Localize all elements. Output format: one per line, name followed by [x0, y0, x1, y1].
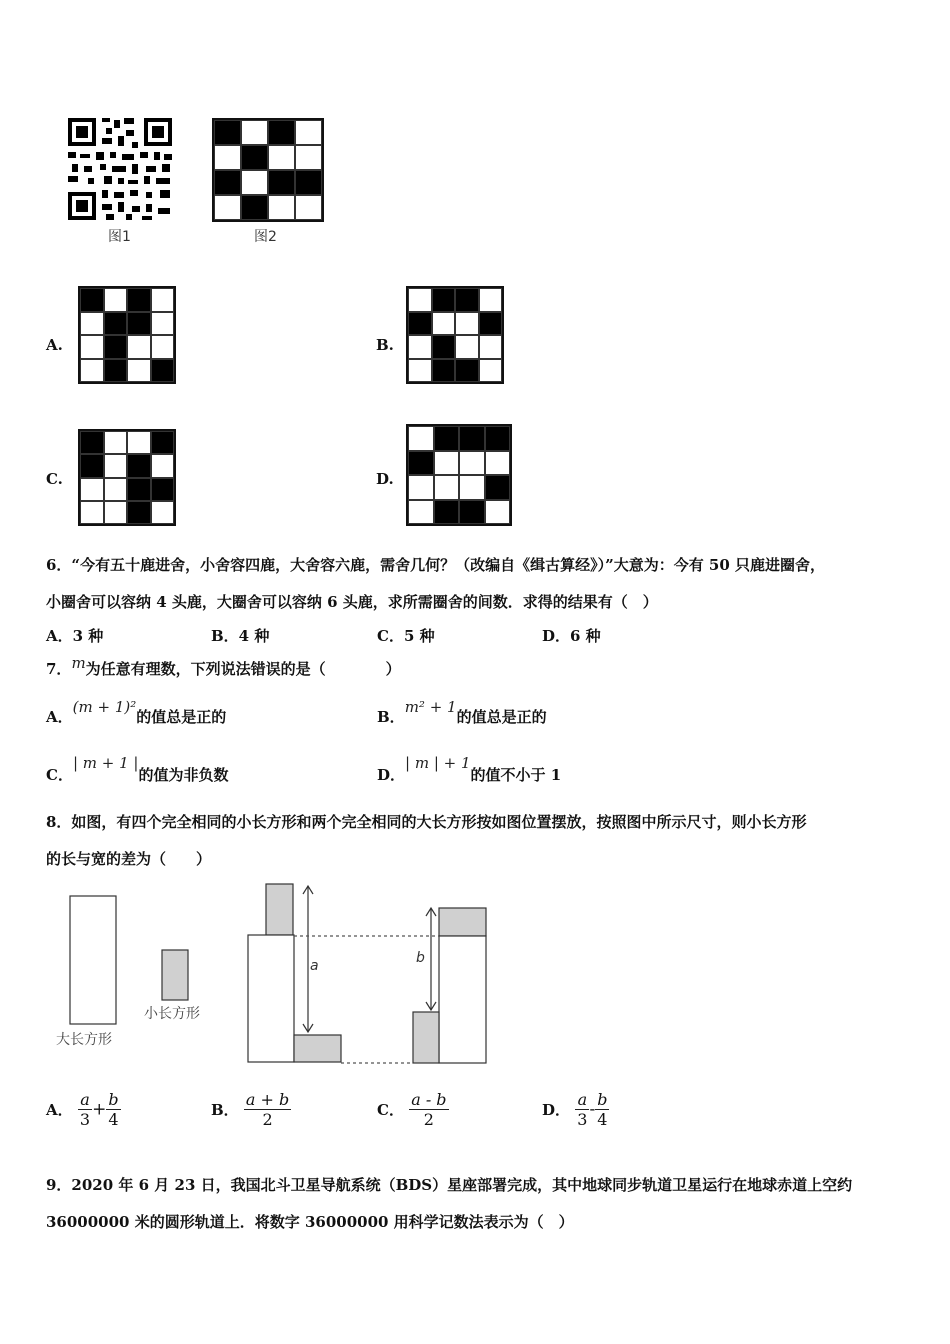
- q7-option-c-math: | m + 1 |: [72, 754, 139, 772]
- grid-cell: [127, 501, 151, 524]
- grid-cell: [214, 120, 241, 145]
- q8-option-a-letter: A．: [46, 1101, 73, 1119]
- small-rectangle-legend: [162, 950, 188, 1000]
- q6-option-d[interactable]: D．6 种: [542, 627, 601, 645]
- q5-option-b-grid[interactable]: [406, 286, 504, 384]
- grid-cell: [408, 426, 434, 451]
- q9-stem-line-2: 36000000 米的圆形轨道上．将数字 36000000 用科学记数法表示为（ ）: [46, 1213, 574, 1231]
- q6-option-c[interactable]: C．5 种: [377, 627, 435, 645]
- dimension-a-label: a: [310, 958, 319, 974]
- q5-option-d-letter: D.: [376, 470, 394, 488]
- grid-cell: [408, 335, 432, 359]
- grid-cell: [241, 120, 268, 145]
- grid-cell: [104, 312, 128, 336]
- dimension-b-label: b: [416, 950, 425, 966]
- small-rectangle-label: 小长方形: [144, 1006, 200, 1022]
- grid-cell: [434, 451, 460, 476]
- figure-1-caption: 图1: [108, 229, 131, 245]
- q6-option-a[interactable]: A．3 种: [46, 627, 104, 645]
- q5-option-a-letter: A.: [46, 336, 63, 354]
- grid-cell: [485, 451, 511, 476]
- q7-option-d-math: | m | + 1: [405, 754, 471, 772]
- grid-cell: [408, 475, 434, 500]
- q8-option-d-letter: D．: [542, 1101, 571, 1119]
- grid-cell: [104, 288, 128, 312]
- small-rect-top-right: [439, 908, 486, 936]
- grid-cell: [295, 145, 322, 170]
- q7-stem: [46, 654, 401, 679]
- q5-option-c-grid[interactable]: [78, 429, 176, 526]
- grid-cell: [127, 431, 151, 454]
- grid-cell: [127, 335, 151, 359]
- grid-cell: [151, 312, 175, 336]
- q8-stem-line-1: 8．如图，有四个完全相同的小长方形和两个完全相同的大长方形按如图位置摆放，按照图中所示尺寸，则小长方形: [46, 813, 807, 831]
- grid-cell: [127, 312, 151, 336]
- grid-cell: [151, 501, 175, 524]
- q8-option-d-frac1: $\frac{a}{3}$: [577, 1090, 588, 1129]
- grid-cell: [434, 475, 460, 500]
- grid-cell: [80, 478, 104, 501]
- q8-stem-line-2: 的长与宽的差为（ ）: [46, 850, 212, 868]
- q5-option-d-grid[interactable]: [406, 424, 512, 526]
- q8-option-a[interactable]: A． $\frac{a}{3}$ + $\frac{b}{4}$: [46, 1090, 119, 1129]
- q7-option-a[interactable]: [46, 696, 227, 726]
- grid-cell: [214, 145, 241, 170]
- grid-cell: [214, 195, 241, 220]
- q7-stem-text: 为任意有理数，下列说法错误的是（ ）: [85, 660, 401, 678]
- grid-cell: [434, 500, 460, 525]
- q7-option-c-text: 的值为非负数: [138, 766, 229, 784]
- grid-cell: [455, 359, 479, 383]
- grid-cell: [80, 431, 104, 454]
- q7-option-d[interactable]: [377, 752, 562, 784]
- q8-option-b-frac: $\frac{a + b}{2}$: [245, 1090, 290, 1129]
- q8-option-a-frac2: $\frac{b}{4}$: [108, 1090, 119, 1129]
- grid-cell: [151, 335, 175, 359]
- grid-cell: [268, 145, 295, 170]
- q7-option-b-text: 的值总是正的: [456, 708, 547, 726]
- grid-cell: [151, 454, 175, 477]
- q8-option-d-frac2: $\frac{b}{4}$: [597, 1090, 608, 1129]
- grid-cell: [459, 500, 485, 525]
- grid-cell: [127, 478, 151, 501]
- grid-cell: [80, 501, 104, 524]
- small-rect-bottom-right: [413, 1012, 439, 1063]
- grid-cell: [485, 500, 511, 525]
- q8-option-a-frac1: $\frac{a}{3}$: [79, 1090, 91, 1129]
- q6-option-b[interactable]: B．4 种: [211, 627, 270, 645]
- grid-cell: [104, 501, 128, 524]
- q7-option-d-letter: D．: [377, 766, 406, 784]
- q7-option-d-text: 的值不小于 1: [470, 766, 562, 784]
- grid-cell: [408, 500, 434, 525]
- grid-cell: [408, 312, 432, 336]
- q7-number: 7．: [46, 660, 72, 678]
- grid-cell: [432, 312, 456, 336]
- big-rect-left: [248, 935, 294, 1062]
- grid-cell: [104, 431, 128, 454]
- grid-cell: [459, 451, 485, 476]
- grid-cell: [432, 335, 456, 359]
- grid-cell: [104, 478, 128, 501]
- grid-cell: [104, 454, 128, 477]
- grid-cell: [459, 426, 485, 451]
- grid-cell: [434, 426, 460, 451]
- grid-cell: [408, 359, 432, 383]
- grid-cell: [80, 359, 104, 383]
- grid-cell: [80, 312, 104, 336]
- q7-option-c-letter: C．: [46, 766, 73, 784]
- grid-cell: [104, 359, 128, 383]
- grid-cell: [408, 451, 434, 476]
- q6-stem-line-1: 6．“今有五十鹿进舍，小舍容四鹿，大舍容六鹿，需舍几何？（改编自《缉古算经》）”大意为：今有 50 只鹿进圈舍，: [46, 556, 826, 574]
- q5-option-b-letter: B.: [376, 336, 394, 354]
- q5-option-c-letter: C.: [46, 470, 63, 488]
- grid-cell: [432, 288, 456, 312]
- grid-cell: [127, 454, 151, 477]
- grid-cell: [151, 431, 175, 454]
- grid-cell: [485, 426, 511, 451]
- grid-cell: [268, 170, 295, 195]
- figure-2-caption: 图2: [254, 229, 277, 245]
- q7-option-b-letter: B．: [377, 708, 405, 726]
- q7-option-b[interactable]: [377, 696, 547, 726]
- big-rectangle-legend: [70, 896, 116, 1024]
- qr-code-icon: [66, 116, 174, 222]
- q8-option-b-letter: B．: [211, 1101, 239, 1119]
- grid-cell: [151, 288, 175, 312]
- grid-cell: [268, 195, 295, 220]
- grid-cell: [151, 478, 175, 501]
- grid-cell: [408, 288, 432, 312]
- grid-cell: [295, 120, 322, 145]
- grid-cell: [295, 195, 322, 220]
- grid-cell: [241, 170, 268, 195]
- q7-option-a-text: 的值总是正的: [136, 708, 227, 726]
- grid-cell: [80, 335, 104, 359]
- q8-option-c-letter: C．: [377, 1101, 404, 1119]
- q8-option-b[interactable]: [211, 1090, 291, 1129]
- grid-cell: [151, 359, 175, 383]
- q8-option-d[interactable]: D． $\frac{a}{3}$ - $\frac{b}{4}$: [542, 1090, 608, 1129]
- grid-cell: [127, 359, 151, 383]
- grid-cell: [479, 359, 503, 383]
- grid-cell: [241, 145, 268, 170]
- grid-cell: [214, 170, 241, 195]
- figure-1-qr-code: [66, 116, 174, 222]
- small-rect-top-left: [266, 884, 293, 935]
- grid-cell: [241, 195, 268, 220]
- grid-cell: [127, 288, 151, 312]
- q7-variable: m: [71, 654, 86, 672]
- q7-option-a-math: (m + 1)²: [72, 698, 137, 716]
- grid-cell: [295, 170, 322, 195]
- q6-stem-line-2: 小圈舍可以容纳 4 头鹿，大圈舍可以容纳 6 头鹿，求所需圈舍的间数．求得的结果有（ ）: [46, 593, 658, 611]
- grid-cell: [455, 288, 479, 312]
- q7-option-b-math: m² + 1: [404, 698, 457, 716]
- q7-option-c[interactable]: [46, 752, 229, 784]
- grid-cell: [455, 312, 479, 336]
- grid-cell: [459, 475, 485, 500]
- q7-option-a-letter: A．: [46, 708, 73, 726]
- q9-stem-line-1: 9．2020 年 6 月 23 日，我国北斗卫星导航系统（BDS）星座部署完成，其中地球同步轨道卫星运行在地球赤道上空约: [46, 1176, 853, 1194]
- small-rect-bottom-left: [294, 1035, 341, 1062]
- grid-cell: [479, 335, 503, 359]
- big-rectangle-label: 大长方形: [56, 1032, 112, 1048]
- q8-figure: [40, 876, 500, 1072]
- grid-cell: [479, 312, 503, 336]
- grid-cell: [455, 335, 479, 359]
- big-rect-right: [439, 936, 486, 1063]
- grid-cell: [479, 288, 503, 312]
- grid-cell: [268, 120, 295, 145]
- q5-option-a-grid[interactable]: [78, 286, 176, 384]
- figure-2-grid: [212, 118, 324, 222]
- q8-option-c[interactable]: [377, 1090, 449, 1129]
- grid-cell: [80, 454, 104, 477]
- grid-cell: [432, 359, 456, 383]
- grid-cell: [485, 475, 511, 500]
- grid-cell: [80, 288, 104, 312]
- grid-cell: [104, 335, 128, 359]
- q8-option-c-frac: $\frac{a - b}{2}$: [411, 1090, 447, 1129]
